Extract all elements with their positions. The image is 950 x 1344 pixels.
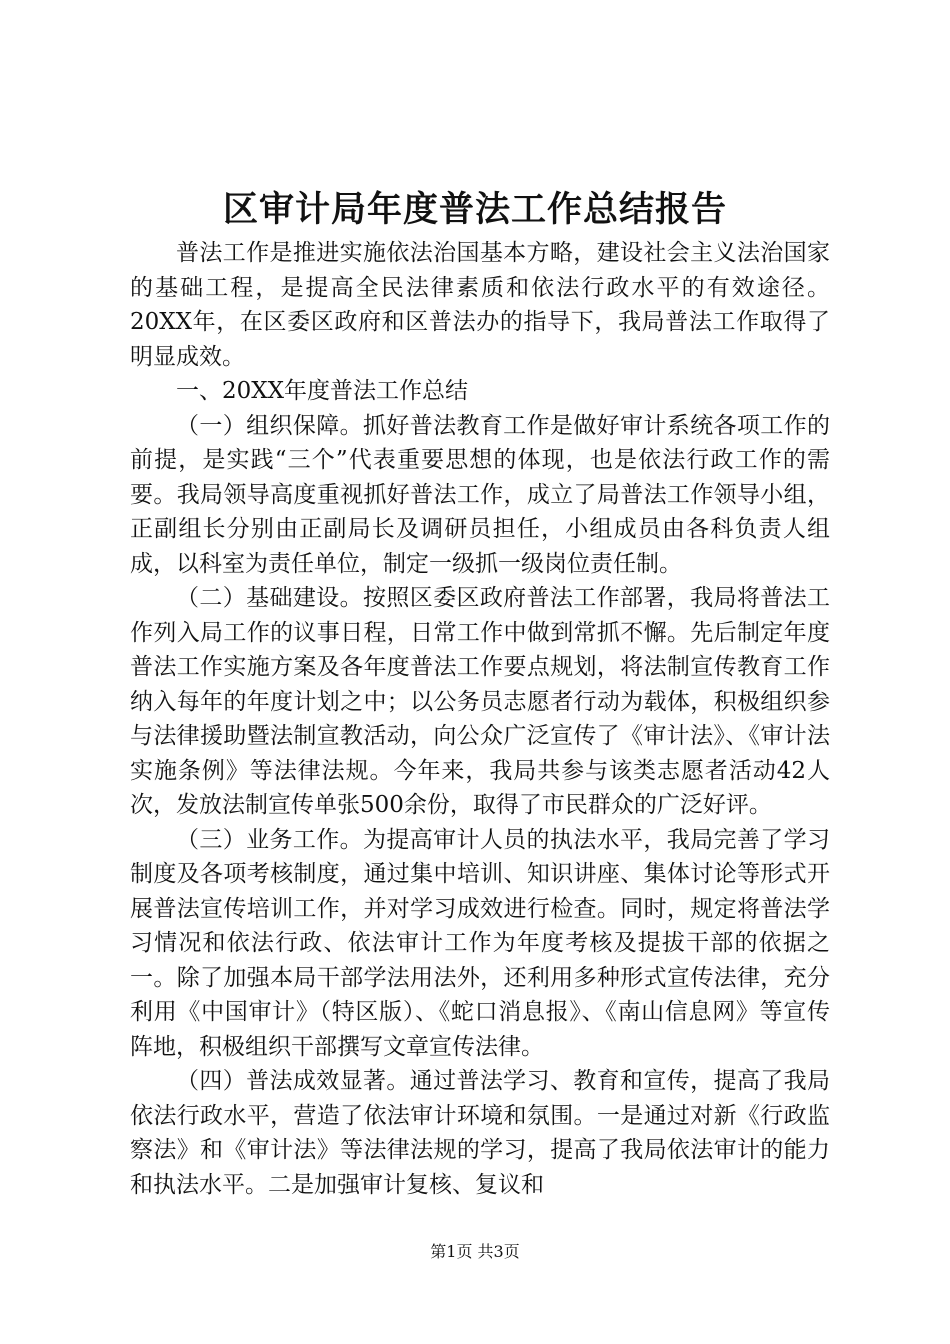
page-number-footer: 第1页 共3页 bbox=[430, 1242, 520, 1261]
section-heading-summary: 一、20XX年度普法工作总结 bbox=[176, 378, 469, 404]
paragraph-infrastructure: （二）基础建设。按照区委区政府普法工作部署，我局将普法工作列入局工作的议事日程，日常工作中做到常抓不懈。先后制定年度普法工作实施方案及各年度普法工作要点规划，将法制宣传教育工作纳入每年的年度计划之中；以公务员志愿者行动为载体，积极组织参与法律援助暨法制宣教活动，向公众广泛宣传了《审计法》、《审计法实施条例》等法律法规。今年来，我局共参与该类志愿者活动42人次，发放法制宣传单张500余份，取得了市民群众的广泛好评。 bbox=[130, 585, 830, 818]
paragraph-results: （四）普法成效显著。通过普法学习、教育和宣传，提高了我局依法行政水平，营造了依法审计环境和氛围。一是通过对新《行政监察法》和《审计法》等法律法规的学习，提高了我局依法审计的能力和执法水平。二是加强审计复核、复议和 bbox=[130, 1068, 830, 1198]
document-body bbox=[130, 236, 830, 1202]
paragraph-business-work: （三）业务工作。为提高审计人员的执法水平，我局完善了学习制度及各项考核制度，通过集中培训、知识讲座、集体讨论等形式开展普法宣传培训工作，并对学习成效进行检查。同时，规定将普法学习情况和依法行政、依法审计工作为年度考核及提拔干部的依据之一。除了加强本局干部学法用法外，还利用多种形式宣传法律，充分利用《中国审计》（特区版）、《蛇口消息报》、《南山信息网》等宣传阵地，积极组织干部撰写文章宣传法律。 bbox=[130, 826, 830, 1060]
paragraph-intro: 普法工作是推进实施依法治国基本方略，建设社会主义法治国家的基础工程，是提高全民法律素质和依法行政水平的有效途径。20XX年，在区委区政府和区普法办的指导下，我局普法工作取得了明显成效。 bbox=[130, 240, 830, 370]
document-title: 区审计局年度普法工作总结报告 bbox=[222, 189, 727, 230]
paragraph-organization: （一）组织保障。抓好普法教育工作是做好审计系统各项工作的前提，是实践“三个”代表重要思想的体现，也是依法行政工作的需要。我局领导高度重视抓好普法工作，成立了局普法工作领导小组，正副组长分别由正副局长及调研员担任，小组成员由各科负责人组成，以科室为责任单位，制定一级抓一级岗位责任制。 bbox=[130, 412, 830, 577]
